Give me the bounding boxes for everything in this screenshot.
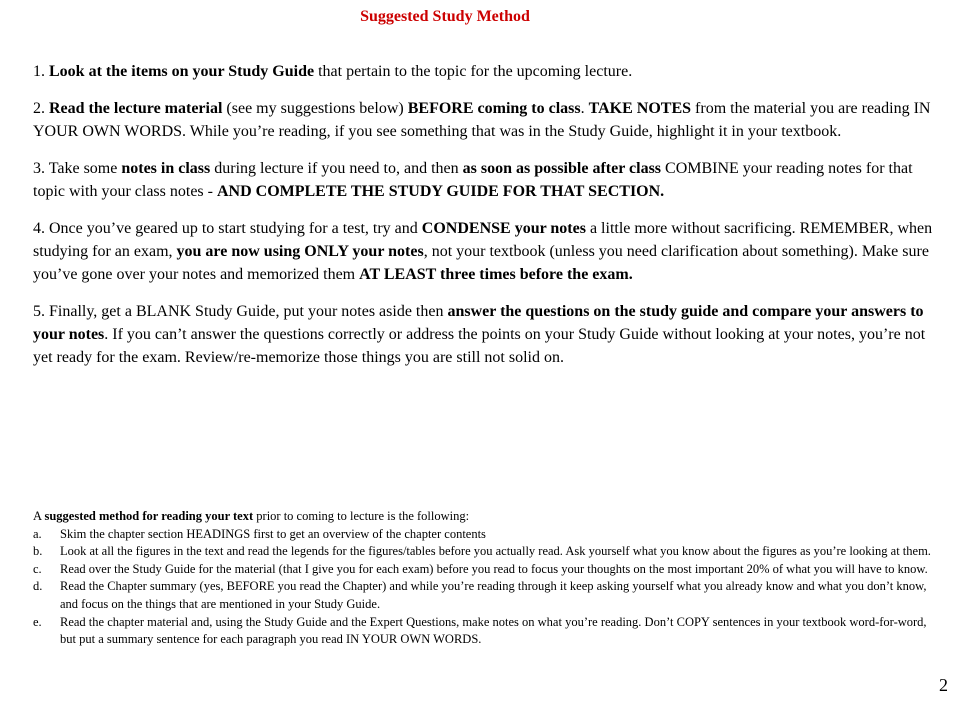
reading-item-a [33, 526, 933, 544]
reading-item-label: b. [33, 544, 43, 559]
step-3-emphasis-2: as soon as possible after class [462, 160, 662, 177]
step-3-text-3: COMBINE your reading notes for that topic with your class notes - [33, 160, 913, 200]
step-2-text-2: . [580, 100, 589, 117]
reading-intro-c: prior to coming to lecture is the following: [253, 509, 470, 523]
reading-item-label: d. [33, 579, 43, 594]
reading-item-e [33, 614, 933, 649]
step-4-emphasis-2: you are now using ONLY your notes [176, 243, 424, 260]
step-1 [33, 60, 933, 83]
reading-item-text: Read the chapter material and, using the Study Guide and the Expert Questions, make notes on what you’re reading. Don’t COPY sentences in your textbook word-for-word, but put a summary sentence for each paragraph you read IN YOUR OWN WORDS. [60, 614, 927, 647]
step-4-emphasis-1: CONDENSE your notes [421, 220, 586, 237]
page-number: 2 [939, 675, 948, 695]
step-5-text-2: . If you can’t answer the questions correctly or address the points on your Study Guide without looking at your notes, you’re not yet ready for the exam. Review/re-memorize those things you are still not solid on. [33, 326, 926, 366]
reading-method [33, 508, 933, 649]
reading-item-label: e. [33, 614, 42, 629]
step-2-emphasis-1: Read the lecture material [49, 100, 223, 117]
step-4-emphasis-3: AT LEAST three times before the exam. [359, 266, 633, 283]
step-2-emphasis-2: BEFORE coming to class [407, 100, 581, 117]
step-4-text-3: , not your textbook (unless you need clarification about something). Make sure you’ve gone over your notes and memorized them [33, 243, 929, 283]
step-1-text: that pertain to the topic for the upcoming lecture. [314, 63, 633, 80]
reading-item-text: Read the Chapter summary (yes, BEFORE you read the Chapter) and while you’re reading through it keep asking yourself what you already know and what you don’t know, and focus on the things that are mentioned in your Study Guide. [60, 579, 927, 611]
step-4 [33, 217, 933, 286]
step-1-number: 1. [33, 63, 49, 80]
step-3-text-2: during lecture if you need to, and then [210, 160, 463, 177]
reading-intro [33, 508, 933, 526]
step-5-emphasis: answer the questions on the study guide and compare your answers to your notes [33, 303, 924, 343]
step-3-text-1: 3. Take some [33, 160, 122, 177]
reading-item-b [33, 543, 933, 561]
step-5-text-1: 5. Finally, get a BLANK Study Guide, put your notes aside then [33, 303, 448, 320]
step-2-emphasis-3: TAKE NOTES [588, 100, 692, 117]
step-2-text-1: (see my suggestions below) [222, 100, 408, 117]
reading-item-d [33, 578, 933, 613]
step-2-text-3: from the material you are reading IN YOUR OWN WORDS. While you’re reading, if you see something that was in the Study Guide, highlight it in your textbook. [33, 100, 931, 140]
reading-intro-a: A [33, 509, 45, 523]
step-3 [33, 157, 933, 203]
reading-item-text: Look at all the figures in the text and read the legends for the figures/tables before you actually read. Ask yourself what you know about the figures as you’re looking at them. [60, 544, 931, 559]
step-5 [33, 300, 933, 369]
slide-title: Suggested Study Method [360, 8, 530, 25]
step-3-emphasis-3: AND COMPLETE THE STUDY GUIDE FOR THAT SECTION. [216, 183, 665, 200]
reading-item-label: c. [33, 561, 42, 576]
reading-item-text: Skim the chapter section HEADINGS first to get an overview of the chapter contents [60, 526, 486, 541]
step-3-emphasis-1: notes in class [121, 160, 211, 177]
reading-item-text: Read over the Study Guide for the material (that I give you for each exam) before you read to focus your thoughts on the most important 20% of what you will have to know. [60, 561, 928, 576]
reading-intro-emphasis: suggested method for reading your text [44, 509, 254, 523]
step-4-text-1: 4. Once you’ve geared up to start studying for a test, try and [33, 220, 422, 237]
step-2 [33, 97, 933, 143]
reading-item-label: a. [33, 526, 42, 541]
reading-item-c [33, 561, 933, 579]
step-4-text-2: a little more without sacrificing. REMEMBER, when studying for an exam, [33, 220, 933, 260]
step-1-emphasis: Look at the items on your Study Guide [49, 63, 315, 80]
study-steps [33, 60, 933, 383]
step-2-number: 2. [33, 100, 49, 117]
